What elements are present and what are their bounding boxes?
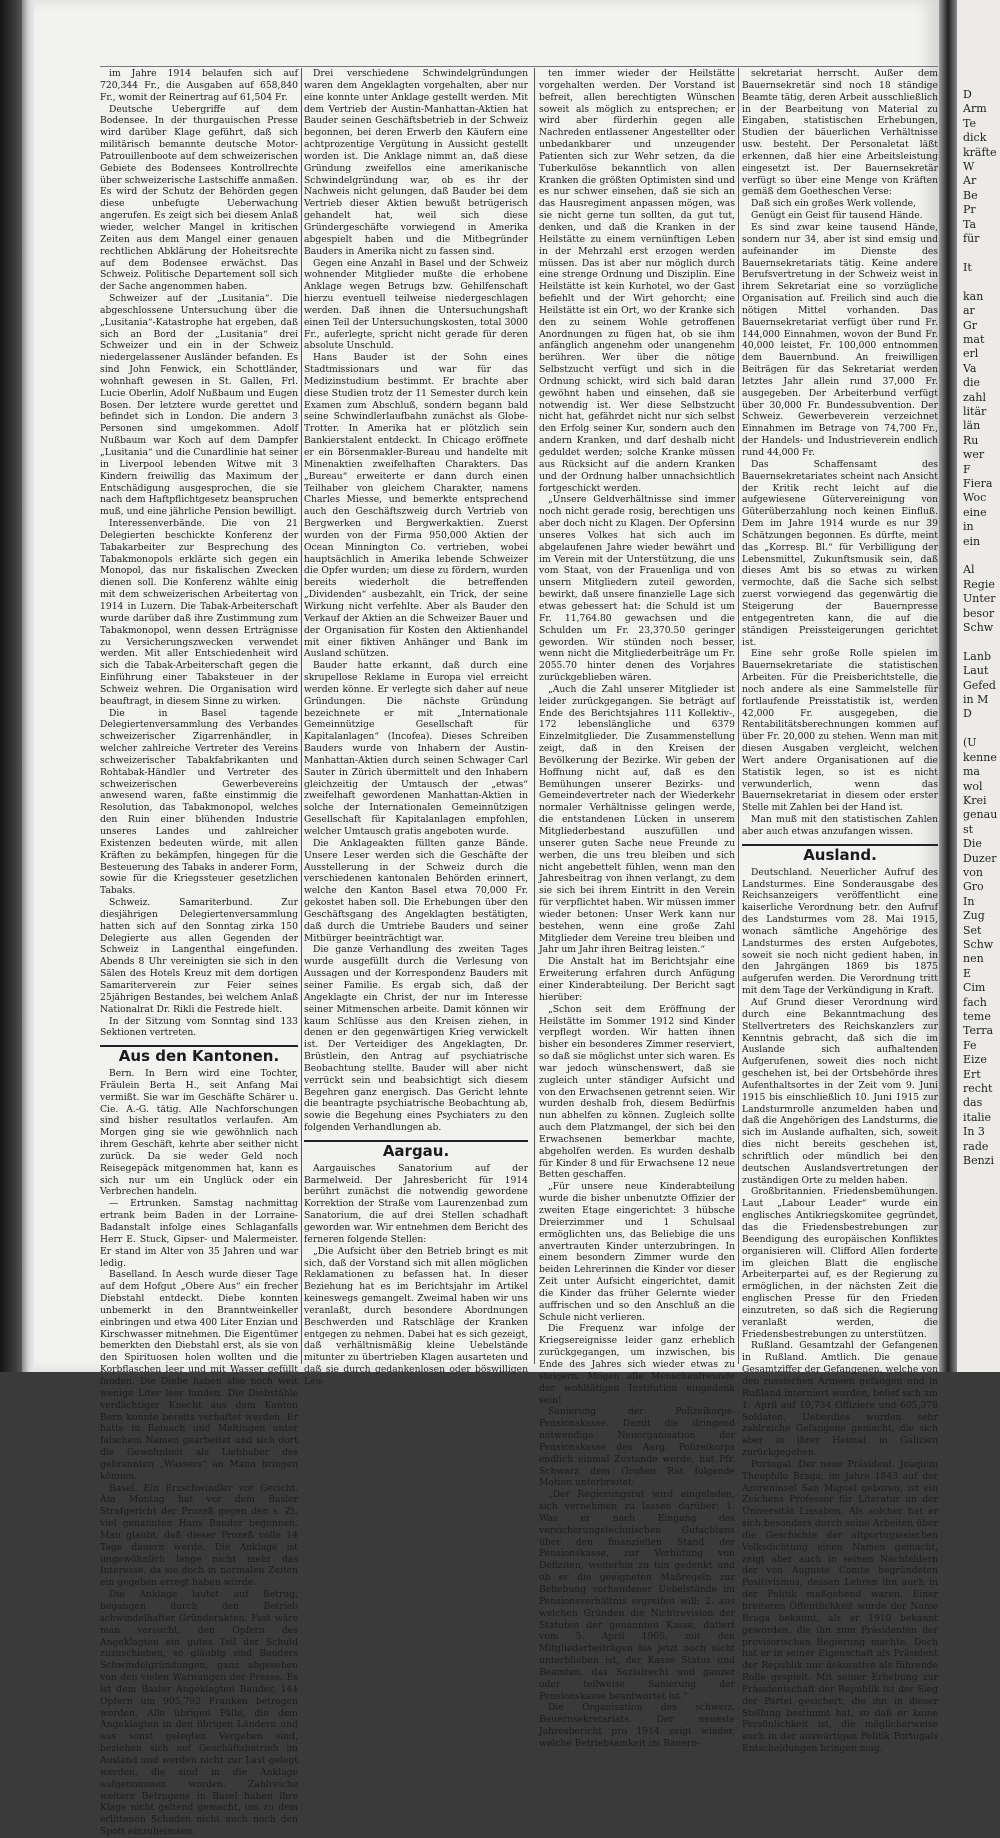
column-1 xyxy=(100,68,298,1838)
article-paragraph: In der Sitzung vom Sonntag sind 133 Sektionen vertreten. xyxy=(100,1015,298,1039)
article-paragraph: Es sind zwar keine tausend Hände, sondern nur 34, aber ist sind emsig und aufeinander im Dienste des Bauernsekretariats tätig. Keine andere Berufsvertretung in der Schweiz weist in ihrem Sekretariat eine so vorzügliche Organisation auf. Freilich sind auch die nötigen Mittel vorhanden. Das Bauernsekretariat verfügt über rund Fr. 144,000 Einnahmen, wovon der Bund Fr. 40,000 leistet, Fr. 100,000 entnommen dem Bauernbund. An freiwilligen Beiträgen für das Sekretariat werden letztes Jahr allein rund 37,000 Fr. ausgegeben. Der Arbeiterbund verfügt über 30,000 Fr. Bundessubvention. Der Schweiz. Gewerbeverein verzeichnet Einnahmen im Betrage von 74,700 Fr., der Handels- und Industrieverein endlich rund 44,000 Fr. xyxy=(742,221,938,458)
article-paragraph: Schweizer auf der „Lusitania“. Die abgeschlossene Untersuchung über die „Lusitania“-Katastrophe hat ergeben, daß sich an Bord der „Lusitania“ drei Schweizer und ein in der Schweiz niedergelassener Ausländer befanden. Es sind John Fenwick, ein Schottländer, wohnhaft gewesen in St. Gallen, Frl. Lucie Oberlin, Adolf Nußbaum und Eugen Bosen. Der letztere wurde gerettet und befindet sich in London. Die andern 3 Personen sind umgekommen. Adolf Nußbaum war Koch auf dem Dampfer „Lusitania“ und die Cunardlinie hat seiner in Liverpool lebenden Witwe mit 3 Kindern freiwillig das Maximum der Entschädigung ausgesprochen, die sie nach dem Haftpflichtgesetz beanspruchen muß, und eine jährliche Pension bewilligt. xyxy=(100,293,298,518)
article-paragraph: Großbritannien. Friedensbemühungen. Laut „Labour Leader“ wurde ein englisches Antikriegskomitee gegründet, das die Friedensbestrebungen zur Beendigung des europäischen Konfliktes organisieren will. Clifford Allen forderte im gleichen Blatt die englische Arbeiterpartei auf, es der Regierung zu ermöglichen, in der nächsten Zeit die englischen Presse für den Frieden einzutreten, so daß sich die Regierung veranlaßt werden, die Friedensbestrebungen zu unterstützen. xyxy=(742,1186,938,1340)
section-heading-ausland: Ausland. xyxy=(742,844,938,862)
article-paragraph: Portugal. Der neue Präsident. Joaquim Theophilo Braga, im Jahre 1843 auf der Azoreninsel San Miguel geboren, ist ein Zeichens Professor für Literatur an der Universität Lissabon. Als solcher hat er sich besonders durch seine Arbeiten über die Geschichte der altportugiesischen Volksdichtung einen Namen gemacht, zeigt aber auch in seinen Nachbildern der von Auguste Comte begründeten Positivismus, dessen Lehren ihn auch in der Politik maßgebend waren. Einer breiteren Öffentlichkeit wurde der Name Braga bekannt, als er 1910 bekannt geworden, die ihn zum Präsidenten der provisorischen Regierung machte. Doch hat er in seiner Eigenschaft als Präsident der Republik nur dekorative als führende Rolle gespielt. Mit seiner Erhebung zur Präsidentschaft der Republik ist der Sieg der Partei gesichert, die ihn in dieser Stellung bestimmt hat, so daß er keine Persönlichkeit ist, die möglicherweise auch in der auswärtigen Politik Portugals Entscheidungen bringen mag. xyxy=(742,1458,938,1755)
column-divider xyxy=(301,68,302,1364)
article-paragraph: ten immer wieder der Heilstätte vorgehalten werden. Der Vorstand ist befreit, allen berechtigten Wünschen soweit als möglich zu entsprechen; er wird aber fürderhin gegen alle Nachreden entlassener Angestellter oder unbedankbarer und unzeugender Patienten sich zur Wehr setzen, da die Tuberkulöse bekanntlich von allen Kranken die größten Optimisten sind und es nur schwer einsehen, daß sie sich an das Hausregiment anpassen mögen, was sie nicht gerne tun sollten, da gut tut, denken, und daß die Kranken in der Heilstätte zu einem vernünftigen Leben in der Mehrzahl erst erzogen werden müssen. Das ist aber nur möglich durch eine strenge Ordnung und Disziplin. Eine Heilstätte ist kein Kurhotel, wo der Gast befiehlt und der Wirt gehorcht; eine Heilstätte ist ein Ort, wo der Kranke sich den zu seinem Wohle getroffenen Anordnungen zu fügen hat, ob sie ihm anfänglich angenehm oder unangenehm berühren. Wer über die nötige Selbstzucht verfügt und sich in die Ordnung schickt, wird sich bald daran gewöhnt haben und einsehen, daß sie notwendig ist. Wer diese Selbstzucht nicht hat, gefährdet nicht nur sich selbst den Erfolg seiner Kur, sondern auch den andern Kranken, und darf deshalb nicht geduldet werden; solche Kranke müssen aus Rücksicht auf die andern Kranken und der Ordnung halber unnachsichtlich fortgeschickt werden. xyxy=(539,68,735,494)
article-paragraph: Die Anklageakten füllten ganze Bände. Unsere Leser werden sich die Geschäfte der Ausstellerung in der Schweiz durch die verschiedenen kantonalen Behörden erinnert, welche den Kanton Basel etwa 70,000 Fr. gekostet haben soll. Die Erhebungen über den Geschäftsgang des Angeklagten bestätigten, daß durch die Umtriebe Bauders und seiner Mitbürger beeinträchtigt war. xyxy=(304,837,528,944)
article-paragraph: Deutschland. Neuerlicher Aufruf des Landsturmes. Eine Sonderausgabe des Reichsanzeigers veröffentlicht eine kaiserliche Verordnung betr. den Aufruf des Landsturmes vom 28. Mai 1915, wonach sämtliche Angehörige des Landsturmes des ersten Aufgebotes, soweit sie noch nicht gedient haben, in den Jahrgängen 1869 bis 1875 aufgerufen werden. Die Verordnung tritt mit dem Tage der Verkündigung in Kraft. xyxy=(742,866,938,997)
column-divider xyxy=(738,68,739,1364)
article-paragraph: Basel. Ein Erzschwindler vor Gericht. Am Montag hat vor dem Basler Strafgericht der Prozeß gegen den s. Zt. viel genannten Hans Bauder begonnen. Man glaubt, daß dieser Prozeß volle 14 Tage dauern werde. Die Anklage ist ungewöhnlich lange nicht mehr das Interesse, da sie doch in normalen Zeiten ein gegeben erregt haben würde. xyxy=(100,1482,298,1589)
column-2-aargau-articles xyxy=(304,1163,528,1388)
top-rule xyxy=(100,66,938,67)
column-3-articles xyxy=(539,68,735,1750)
facing-page-fragment xyxy=(957,0,1000,1372)
article-paragraph: Das Schaffensamt des Bauernsekretariates scheint nach Ansicht der Kritik recht leicht auf die aufgewiesene Gütervereinigung von Güterüberzahlung noch keinen Einfluß. Dem im Jahre 1914 wurde es nur 39 Schätzungen begonnen. Es dürfte, meint das „Korresp. Bl.“ für Verbilligung der Lebensmittel, Zukunftsmusik sein, daß dieses Amt bis so etwas zu wirken vermochte, daß die Sache sich selbst zuerst vorwiegend das gegenwärtig die Steigerung der Bauernpresse entgegentreten kann, die auf die ständigen Preissteigerungen gerichtet ist. xyxy=(742,458,938,648)
article-paragraph: Die Anklage lautet auf Betrug, begangen durch den Betrieb schwindelhafter Gründerakten. Fast wäre man versucht, den Opfern des Angeklagten ein gutes Teil der Schuld zuzuschieben, so gläubig sind Bauders Schwindelgründungen, ganz abgesehen von den vielen Warnungen der Presse. Es ist dem Basler Angeklagten Bauder, 144 Opfern um 905,792 Franken betrogen worden. Alle übrigen Fälle, die dem Angeklagten in den übrigen Ländern und aus sonst gelegten Vergehen sind, beziehen sich auf Geschäftsbetrieb im Ausland und werden nicht zur Last gelegt werden, die sind in die Anklage aufgenommen worden. Zahlreiche weitere Betrogene in Basel haben ihre Klage nicht geltend gemacht, um zu dem erlittenen Schaden nicht auch noch den Spott einzuheimsen. xyxy=(100,1589,298,1838)
article-paragraph: Gegen eine Anzahl in Basel und der Schweiz wohnender Mitglieder mußte die erhobene Anklage wegen Betrugs bzw. Gehilfenschaft hierzu eventuell teilweise niedergeschlagen werden. Daß ihnen die Untersuchungshaft einen Teil der Untersuchungskosten, total 3000 Fr., auferlegte, spricht nicht gerade für deren absolute Unschuld. xyxy=(304,257,528,352)
article-paragraph: „Unsere Geldverhältnisse sind immer noch nicht gerade rosig, berechtigen uns aber doch nicht zu Klagen. Der Opfersinn unseres Volkes hat sich auch im abgelaufenen Jahre wieder bewährt und im Verein mit der Unterstützung, die uns vom Staat, von der Frauenliga und von unsern Mitgliedern zuteil geworden, bewirkt, daß unsere finanzielle Lage sich etwas gebessert hat: die Schuld ist um Fr. 11,764.80 gewachsen und die Schulden um Fr. 23,370.50 geringer geworden. Wir stünden noch besser, wenn nicht die Mitgliederbeiträge um Fr. 2055.70 hinter denen des Vorjahres zurückgeblieben wären. xyxy=(539,494,735,684)
article-paragraph: im Jahre 1914 belaufen sich auf 720,344 Fr., die Ausgaben auf 658,840 Fr., womit der Reinertrag auf 61,504 Fr. xyxy=(100,68,298,103)
article-paragraph: „Der Regierungsrat wird eingeladen, sich vernehmen zu lassen darüber: 1. Was er nach Eingang des versicherungstechnischen Gutachtens über den finanziellen Stand der Pensionskasse, zur Verhütung von Defiziten, weiterhin zu tun gedenkt und ob er die geeigneten Maßregeln zur Behebung vorhandener Uebelstände im Pensionsverhältnis ergreifen will; 2. aus welchen Gründen die Nichtrevision der Statuten der genannten Kasse, datiert vom 5. April 1905, mit den Mitgliederbeiträgen bis jetzt noch nicht unterblieben ist, der Kasse Status und Beamten, das Sozialrecht und ganzer oder teilweise Sanierung der Pensionskasse beantwortet ist.“ xyxy=(539,1489,735,1702)
article-paragraph: Drei verschiedene Schwindelgründungen waren dem Angeklagten vorgehalten, aber nur eine konnte unter Anklage gestellt werden. Mit dem Vertrieb der Austin-Manhattan-Aktien hat Bauder seinen Geschäftsbetrieb in der Schweiz begonnen, bei deren Erwerb den Käufern eine achtprozentige Vergütung in Aussicht gestellt worden ist. Die Anklage nimmt an, daß diese Gründung zweifellos eine amerikanische Schwindelgründung war, ob es ihr der Nachweis nicht gelungen, daß Bauder bei dem Vertrieb dieser Aktien bewußt betrügerisch gehandelt hat, weil sich diese Gründergeschäfte vorwiegend in Amerika abgespielt haben und die Mitbegründer Bauders in Amerika nicht zu fassen sind. xyxy=(304,68,528,257)
article-paragraph: Die Frequenz war infolge der Kriegsereignisse leider ganz erheblich zurückgegangen, um inzwischen, bis Ende des Jahres sich wieder etwas zu steigern. Mögen alle Menschenfreunde der wohltätigen Institution eingedenk sein! xyxy=(539,1323,735,1406)
article-paragraph: Deutsche Uebergriffe auf dem Bodensee. In der thurgauischen Presse wird darüber Klage geführt, daß sich militärisch bemannte deutsche Motor-Patrouillenboote auf dem schweizerischen Gebiete des Bodensees Kontrollrechte über schweizerische Lastschiffe anmaßen. Es wird der Schutz der Behörden gegen diese unbefugte Ueberwachung angerufen. Es zeigt sich bei diesem Anlaß wieder, welcher Mangel in kritischen Zeiten aus dem Mangel einer genauen rechtlichen Abklärung der Hoheitsrechte auf dem Bodensee erwächst. Das Schweiz. Politische Departement soll sich der Sache angenommen haben. xyxy=(100,103,298,293)
article-paragraph: — Ertrunken. Samstag nachmittag ertrank beim Baden in der Lorraine-Badanstalt infolge eines Schlaganfalls Herr E. Stuck, Gipser- und Malermeister. Er stand im Alter von 35 Jahren und war ledig. xyxy=(100,1198,298,1269)
article-paragraph: Daß sich ein großes Werk vollende, xyxy=(751,198,916,210)
column-2 xyxy=(304,68,528,1387)
article-paragraph: Rußland. Gesamtzahl der Gefangenen in Rußland. Amtlich. Die genaue Gesamtziffer der Gefangenen, welche von den russischen Armeen gefangen und in Rußland interniert wurden, belief sich am 1. April auf 10,734 Offiziere und 605,378 Soldaten. Ueberdies wurden sehr zahlreiche Gefangene gemacht, die sich aber in ihrer Heimat in Galizien zurückgegeben. xyxy=(742,1340,938,1459)
article-paragraph: Hans Bauder ist der Sohn eines Stadtmissionars und war für das Medizinstudium bestimmt. Er brachte aber diese Studien trotz der 11 Semester durch kein Examen zum Abschluß, sondern begann bald seine Schwindlerlaufbahn zunächst als Globe-Trotter. In Amerika hat er plötzlich sein Bankierstalent entdeckt. In Chicago eröffnete er ein Börsenmakler-Bureau und handelte mit Minenaktien zweifelhaften Charakters. Das „Bureau“ erweiterte er dann durch einen Teilhaber von gleichem Charakter, namens Charles Miesse, und bemerkte entsprechend auch den Geschäftszweig durch Vertrieb von Bergwerken und Bergwerkaktien. Zuerst wurden von der Firma 950,000 Aktien der Ocean Minnington Co. vertrieben, wobei hauptsächlich in Amerika lebende Schweizer die Opfer wurden; um diese zu fördern, wurden bereits wiederholt die betreffenden „Dividenden“ ausbezahlt, ein Trick, der seine Wirkung nicht verfehlte. Aber als Bauder den Verkauf der Aktien an die Schweizer Bauer und der Organisation für Kosten den Aktienhandel mit einer fiktiven Anhänger und Bank im Ausland schützen. xyxy=(304,352,528,660)
section-heading-aargau: Aargau. xyxy=(304,1140,528,1158)
article-paragraph: „Schon seit dem Eröffnung der Heilstätte im Sommer 1912 sind Kinder verpflegt worden. Wir hatten ihnen bisher ein besonderes Zimmer reserviert, so daß sie möglichst unter sich waren. Es war jedoch wünschenswert, daß sie zugleich unter ständiger Aufsicht und von den Erwachsenen getrennt seien. Wir wurden deshalb froh, diesem Bedürfnis nun abhelfen zu können. Zugleich sollte auch dem Platzmangel, der sich bei den Erwachsenen bemerkbar machte, abgeholfen werden. Es wurden deshalb für Kinder 8 und für Erwachsene 12 neue Betten geschaffen. xyxy=(539,1003,735,1181)
book-gutter xyxy=(939,0,957,1372)
article-paragraph: Die Anstalt hat im Berichtsjahr eine Erweiterung erfahren durch Anfügung einer Kinderabteilung. Der Bericht sagt hierüber: xyxy=(539,956,735,1003)
article-paragraph: Baselland. In Aesch wurde dieser Tage auf dem Hofgut „Obere Aus“ ein frecher Diebstahl entdeckt. Diebe konnten unbemerkt in den Branntweinkeller einbringen und etwa 400 Liter Enzian und Kirschwasser mitnehmen. Die Eigentümer bemerkten den Diebstahl erst, als sie von den Spirituosen holen wollten und die Korbflaschen leer und mit Wasser gefüllt fanden. Die Diebe haben also noch weit wenige Liter leer fanden. Die Diebstähle verdächtiger Knecht aus dem Kanton Bern konnte bereits verhaftet werden. Er hatte in Reinach und Meltingen unter falschem Namen gearbeitet und sich dort die Gewohnheit als Liebhaber des gebrannten „Wassers“ an Mann bringen können. xyxy=(100,1269,298,1482)
article-paragraph: Die in Basel tagende Delegiertenversammlung des Verbandes schweizerischer Zigarrenhändler, in welcher zahlreiche Vertreter des Vereins schweizerischer Tabakfabrikanten und Rohtabak-Händler und Vertreter des schweizerischen Gewerbevereins anwesend waren, faßte einstimmig die Resolution, das Tabakmonopol, welches den Ruin einer blühenden Industrie unseres Landes und zahlreicher Existenzen bedeuten würde, mit allen Kräften zu bekämpfen, hingegen für die Besteuerung des Tabaks in anderer Form, sowie für die Kriegssteuer gesetzlichen Tabaks. xyxy=(100,707,298,897)
article-paragraph: „Für unsere neue Kinderabteilung wurde die bisher unbenutzte Offizier der zweiten Etage eingerichtet: 3 hübsche Dreierzimmer und 1 Schulsaal ermöglichten uns, das Beliebige die uns anvertrauten Kinder unterzubringen. In einem besondern Zimmer wurde den beiden Lehrerinnen die Kinder vor dieser Zeit unter Aufsicht eingerichtet, damit die Kinder das früher Gelernte wieder auffrischen und so den Anschluß an die Schule nicht verlieren. xyxy=(539,1181,735,1323)
column-4 xyxy=(742,68,938,1755)
column-3 xyxy=(539,68,735,1749)
section-heading-kantonen: Aus den Kantonen. xyxy=(100,1045,298,1063)
article-paragraph: Sanierung der Polizeikorps-Pensionskasse. Damit die dringend notwendige Neuorganisation der Pensionskasse des Aarg. Polizeikorps endlich einmal Zustande werde, hat Pfr. Schwarz dem Großen Rat folgende Motion unterbreitet: xyxy=(539,1406,735,1489)
article-paragraph: Aargauisches Sanatorium auf der Barmelweid. Der Jahresbericht für 1914 berührt zunächst die notwendig gewordene Korrektion der Straße vom Laurenzenbad zum Sanatorium, die auf drei Stellen schadhaft geworden war. Wir entnehmen dem Bericht des ferneren folgende Stellen: xyxy=(304,1162,528,1245)
article-paragraph: Bern. In Bern wird eine Tochter, Fräulein Berta H., seit Anfang Mai vermißt. Sie war im Geschäfte Schärer u. Cie. A.-G. tätig. Alle Nachforschungen sind bisher resultatlos verlaufen. Am Morgen ging sie wie gewöhnlich nach ihrem Geschäft, kehrte aber seither nicht zurück. Da sie weder Geld noch Reisegepäck mitgenommen hat, kann es sich nur um ein Unglück oder ein Verbrechen handeln. xyxy=(100,1068,298,1198)
article-paragraph: Die ganze Verhandlung des zweiten Tages wurde ausgefüllt durch die Verlesung von Aussagen und der Korrespondenz Bauders mit seiner Familie. Es ergab sich, daß der Angeklagte ein Christ, der nur im Interesse seiner Mitmenschen arbeite. Damit können wir kaum Schlüsse aus den Kreisen ziehen, in denen er den gegenwärtigen Krieg verwickelt ist. Der Verteidiger des Angeklagten, Dr. Brüstlein, den Antrag auf psychiatrische Beobachtung stellte. Bauder will aber nicht verrückt sein und beabsichtigt sich diesem Begehren ganz energisch. Das Gericht lehnte die beantragte psychiatrische Beobachtung ab, sowie die Begehung eines Psychiaters zu den folgenden Verhandlungen ab. xyxy=(304,944,528,1134)
article-paragraph: Man muß mit den statistischen Zahlen aber auch etwas anzufangen wissen. xyxy=(742,814,938,837)
article-paragraph: Bauder hatte erkannt, daß durch eine skrupellose Reklame in Europa viel erreicht werden könne. Er verlegte sich daher auf neue Gründungen. Die nächste Gründung bezeichnete er mit „Internationale Gemeinnützige Gesellschaft für Kapitalanlagen“ (Incofea). Dieses Schreiben Bauders wurde von Inhabern der Austin-Manhattan-Aktien durch seinen Schwager Carl Sauter in Zürich übermittelt und den Inhabern gleichzeitig der Umtausch der „etwas“ zweifelhaft gewordenen Manhattan-Aktien in solche der Internationalen Gemeinnützigen Gesellschaft für Kapitalanlagen empfohlen, welcher Umtausch gratis angeboten wurde. xyxy=(304,660,528,837)
article-paragraph: Schweiz. Samariterbund. Zur diesjährigen Delegiertenversammlung hatten sich auf den Sonntag zirka 150 Delegierte aus allen Gegenden der Schweiz in Langenthal eingefunden. Abends 8 Uhr vereinigten sie sich in den Sälen des Hotels Kreuz mit dem dortigen Samariterverein zur Feier seines 25jährigen Bestandes, bei welchem Anlaß Nationalrat Dr. Rikli die Festrede hielt. xyxy=(100,897,298,1015)
article-paragraph: Auf Grund dieser Verordnung wird durch eine Bekanntmachung des Stellvertreters des Reichskanzlers zur Kenntnis gebracht, daß sich die im Auslande sich aufhaltenden Aufgerufenen, soweit dies noch nicht geschehen ist, bei der Ortsbehörde ihres Aufenthaltsortes in der Zeit vom 9. Juni 1915 bis einschließlich 10. Juni 1915 zur Landsturmrolle anzumelden haben und daß die Angehörigen des Landsturms, die sich im Auslande aufhalten, sich, soweit dies nicht bereits geschehen ist, schriftlich oder mündlich bei den deutschen Auslandsvertretungen der zuständigen Orte zu melden haben. xyxy=(742,996,938,1186)
column-1-kantonen-articles xyxy=(100,1068,298,1838)
column-4-ausland-articles xyxy=(742,867,938,1755)
facing-page-text: D Arm Te dick kräfte W Ar Be Pr Ta für It kan ar Gr mat erl Va die zahl litär län Ru wer F Fiera Woc eine in ein Al Regie Unter besor Schw Lanb Laut Gefed in M D (U kenne ma wol Krei genau st Die Duzer von Gro In Zug Set Schw nen E Cim fach teme Terra Fe Eize Ert recht das italie In 3 rade Benzi xyxy=(963,88,998,1168)
column-2-articles xyxy=(304,68,528,1134)
article-paragraph: Interessenverbände. Die von 21 Delegierten beschickte Konferenz der Tabakarbeiter zur Besprechung des Tabakmonopols erklärte sich gegen ein Monopol, das nur fiskalischen Zwecken dienen soll. Die Konferenz wählte einig mit dem schweizerischen Arbeitertag von 1914 in Luzern. Die Tabak-Arbeiterschaft wurde darüber daß ihre Zustimmung zum Tabakmonopol, wenn dessen Erträgnisse zu Versicherungszwecken verwendet werden. Mit aller Entschiedenheit wird sich die Tabak-Arbeiterschaft gegen die Einführung einer Tabaksteuer in der Schweiz wehren. Die Organisation wird beauftragt, in diesem Sinne zu wirken. xyxy=(100,518,298,707)
article-paragraph: Die Organisation des schweiz. Bauernsekretariats. Der neueste Jahresbericht pro 1914 zeigt wieder, welche Betriebsamkeit im Bauern- xyxy=(539,1702,735,1749)
article-paragraph: Genügt ein Geist für tausend Hände. xyxy=(751,210,923,222)
article-paragraph: „Auch die Zahl unserer Mitglieder ist leider zurückgegangen. Sie beträgt auf Ende des Berichtsjahres 111 Kollektiv-, 172 lebenslängliche und 6379 Einzelmitglieder. Die Zusammenstellung zeigt, daß in den Kreisen der Bevölkerung der Bezirke. Wir geben der Hoffnung nicht auf, daß es den Bemühungen unserer Bezirks- und Gemeindevertreter nach der Wiederkehr normaler Verhältnisse gelingen werde, die entstandenen Lücken in unserem Mitgliederbestand auszufüllen und unserer guten Sache neue Freunde zu werben, die uns treu bleiben und sich nicht angebettelt fühlen, wenn man den Jahresbeitrag von ihnen verlangt, zu dem sie sich bei ihrem Eintritt in den Verein für verpflichtet haben. Wir müssen immer wieder betonen: Unser Werk kann nur bestehen, wenn eine große Zahl Mitglieder dem Vereine treu bleiben und Jahr um Jahr ihren Beitrag leisten.“ xyxy=(539,683,735,956)
column-divider xyxy=(534,68,535,1364)
column-4-articles xyxy=(742,68,938,838)
article-paragraph: sekretariat herrscht. Außer dem Bauernsekretär sind noch 18 ständige Beamte tätig, deren Arbeit ausschließlich in der Bearbeitung von Material zu Eingaben, statistischen Erhebungen, Studien der bäuerlichen Verhältnisse usw. besteht. Der Personaletat läßt erkennen, daß hier eine Arbeitsleistung eingesetzt ist. Der Bauernsekretär verfügt so über eine Menge von Kräften gemäß dem Goetheschen Verse: xyxy=(742,68,938,198)
article-paragraph: „Die Aufsicht über den Betrieb bringt es mit sich, daß der Vorstand sich mit allen möglichen Reklamationen zu befassen hat. In dieser Beziehung hat es im Berichtsjahr im Artikel keineswegs gemangelt. Zweimal haben wir uns veranlaßt, durch besondere Abordnungen Beschwerden und Ratschläge der Kranken entgegen zu nehmen. Dabei hat es sich gezeigt, daß verhältnismäßig kleine Uebelstände mitunter zu übertrieben Klagen ausarteten und daß sie durch gedankenlosen oder böswilligen Leu- xyxy=(304,1245,528,1387)
article-paragraph: Eine sehr große Rolle spielen im Bauernsekretariate die statistischen Arbeiten. Für die Preisberichtstelle, die noch andere als eine Sammelstelle für fortlaufende Preisstatistik ist, werden 42,000 Fr. ausgegeben, die Rentabilitätsberechnungen kommen auf über Fr. 20,000 zu stehen. Wenn man mit diesen Ausgaben vergleicht, welchen Wert andere Organisationen auf die Statistik legen, so ist es nicht verwunderlich, wenn das Bauernsekretariat in diesem oder erster Stelle mit Zahlen bei der Hand ist. xyxy=(742,648,938,814)
column-1-articles xyxy=(100,68,298,1039)
